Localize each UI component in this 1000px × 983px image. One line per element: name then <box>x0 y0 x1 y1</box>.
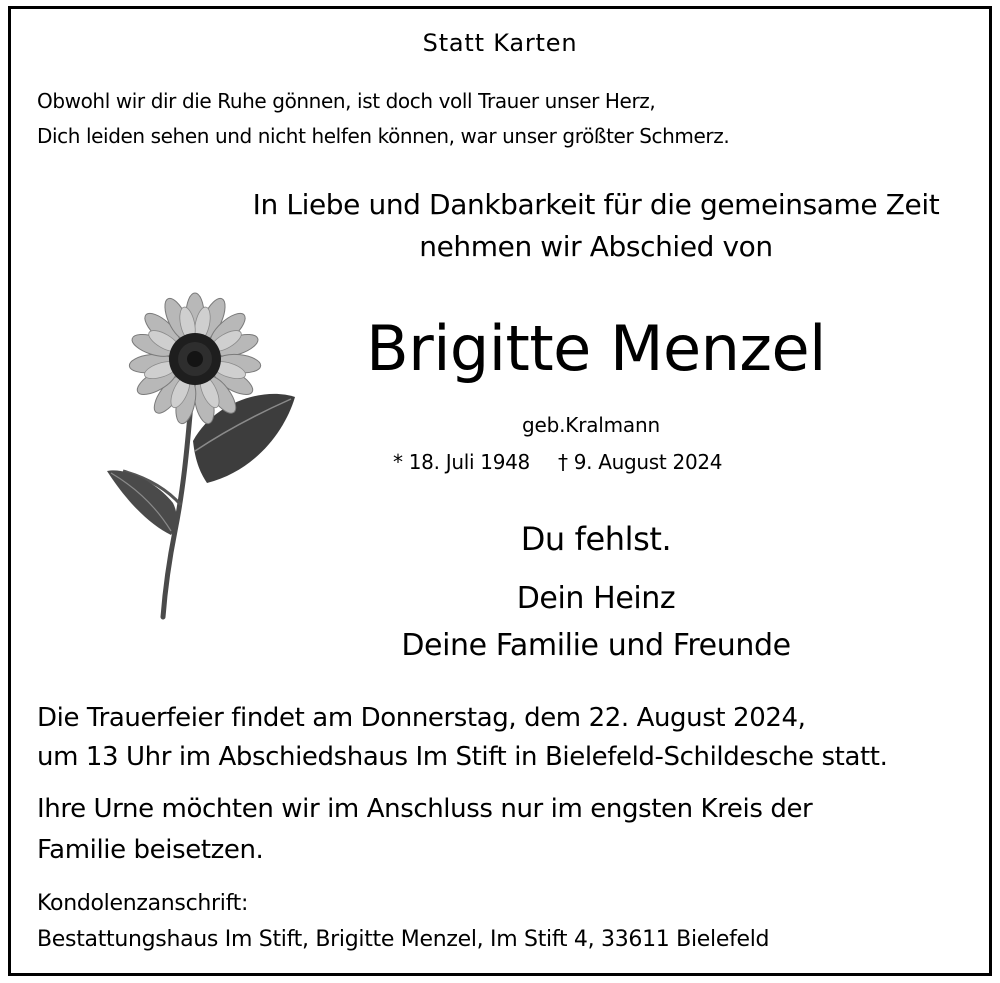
ceremony-line-4: Familie beisetzen. <box>37 835 264 865</box>
ceremony-line-3: Ihre Urne möchten wir im Anschluss nur im engsten Kreis der <box>37 794 813 824</box>
intro-line-1: In Liebe und Dankbarkeit für die gemeinsame Zeit <box>252 188 940 221</box>
signature-line-1: Dein Heinz <box>516 581 676 616</box>
condolence-address: Bestattungshaus Im Stift, Brigitte Menzel, Im Stift 4, 33611 Bielefeld <box>37 927 770 952</box>
death-date: † 9. August 2024 <box>557 450 723 474</box>
obituary-notice <box>8 6 992 976</box>
farewell-message: Du fehlst. <box>520 520 672 558</box>
birth-date: * 18. Juli 1948 <box>393 450 530 474</box>
ceremony-line-2: um 13 Uhr im Abschiedshaus Im Stift in Bielefeld-Schildesche statt. <box>37 742 888 772</box>
poem-line-2: Dich leiden sehen und nicht helfen können, war unser größter Schmerz. <box>37 124 730 148</box>
birth-name: geb.Kralmann <box>522 413 660 437</box>
intro-line-2: nehmen wir Abschied von <box>419 230 773 263</box>
signature-line-2: Deine Familie und Freunde <box>401 628 791 663</box>
ceremony-line-1: Die Trauerfeier findet am Donnerstag, dem 22. August 2024, <box>37 703 806 733</box>
life-dates <box>393 452 722 472</box>
header-title: Statt Karten <box>422 29 578 57</box>
deceased-name: Brigitte Menzel <box>366 312 826 385</box>
condolence-label: Kondolenzanschrift: <box>37 891 249 916</box>
poem-line-1: Obwohl wir dir die Ruhe gönnen, ist doch voll Trauer unser Herz, <box>37 89 656 113</box>
